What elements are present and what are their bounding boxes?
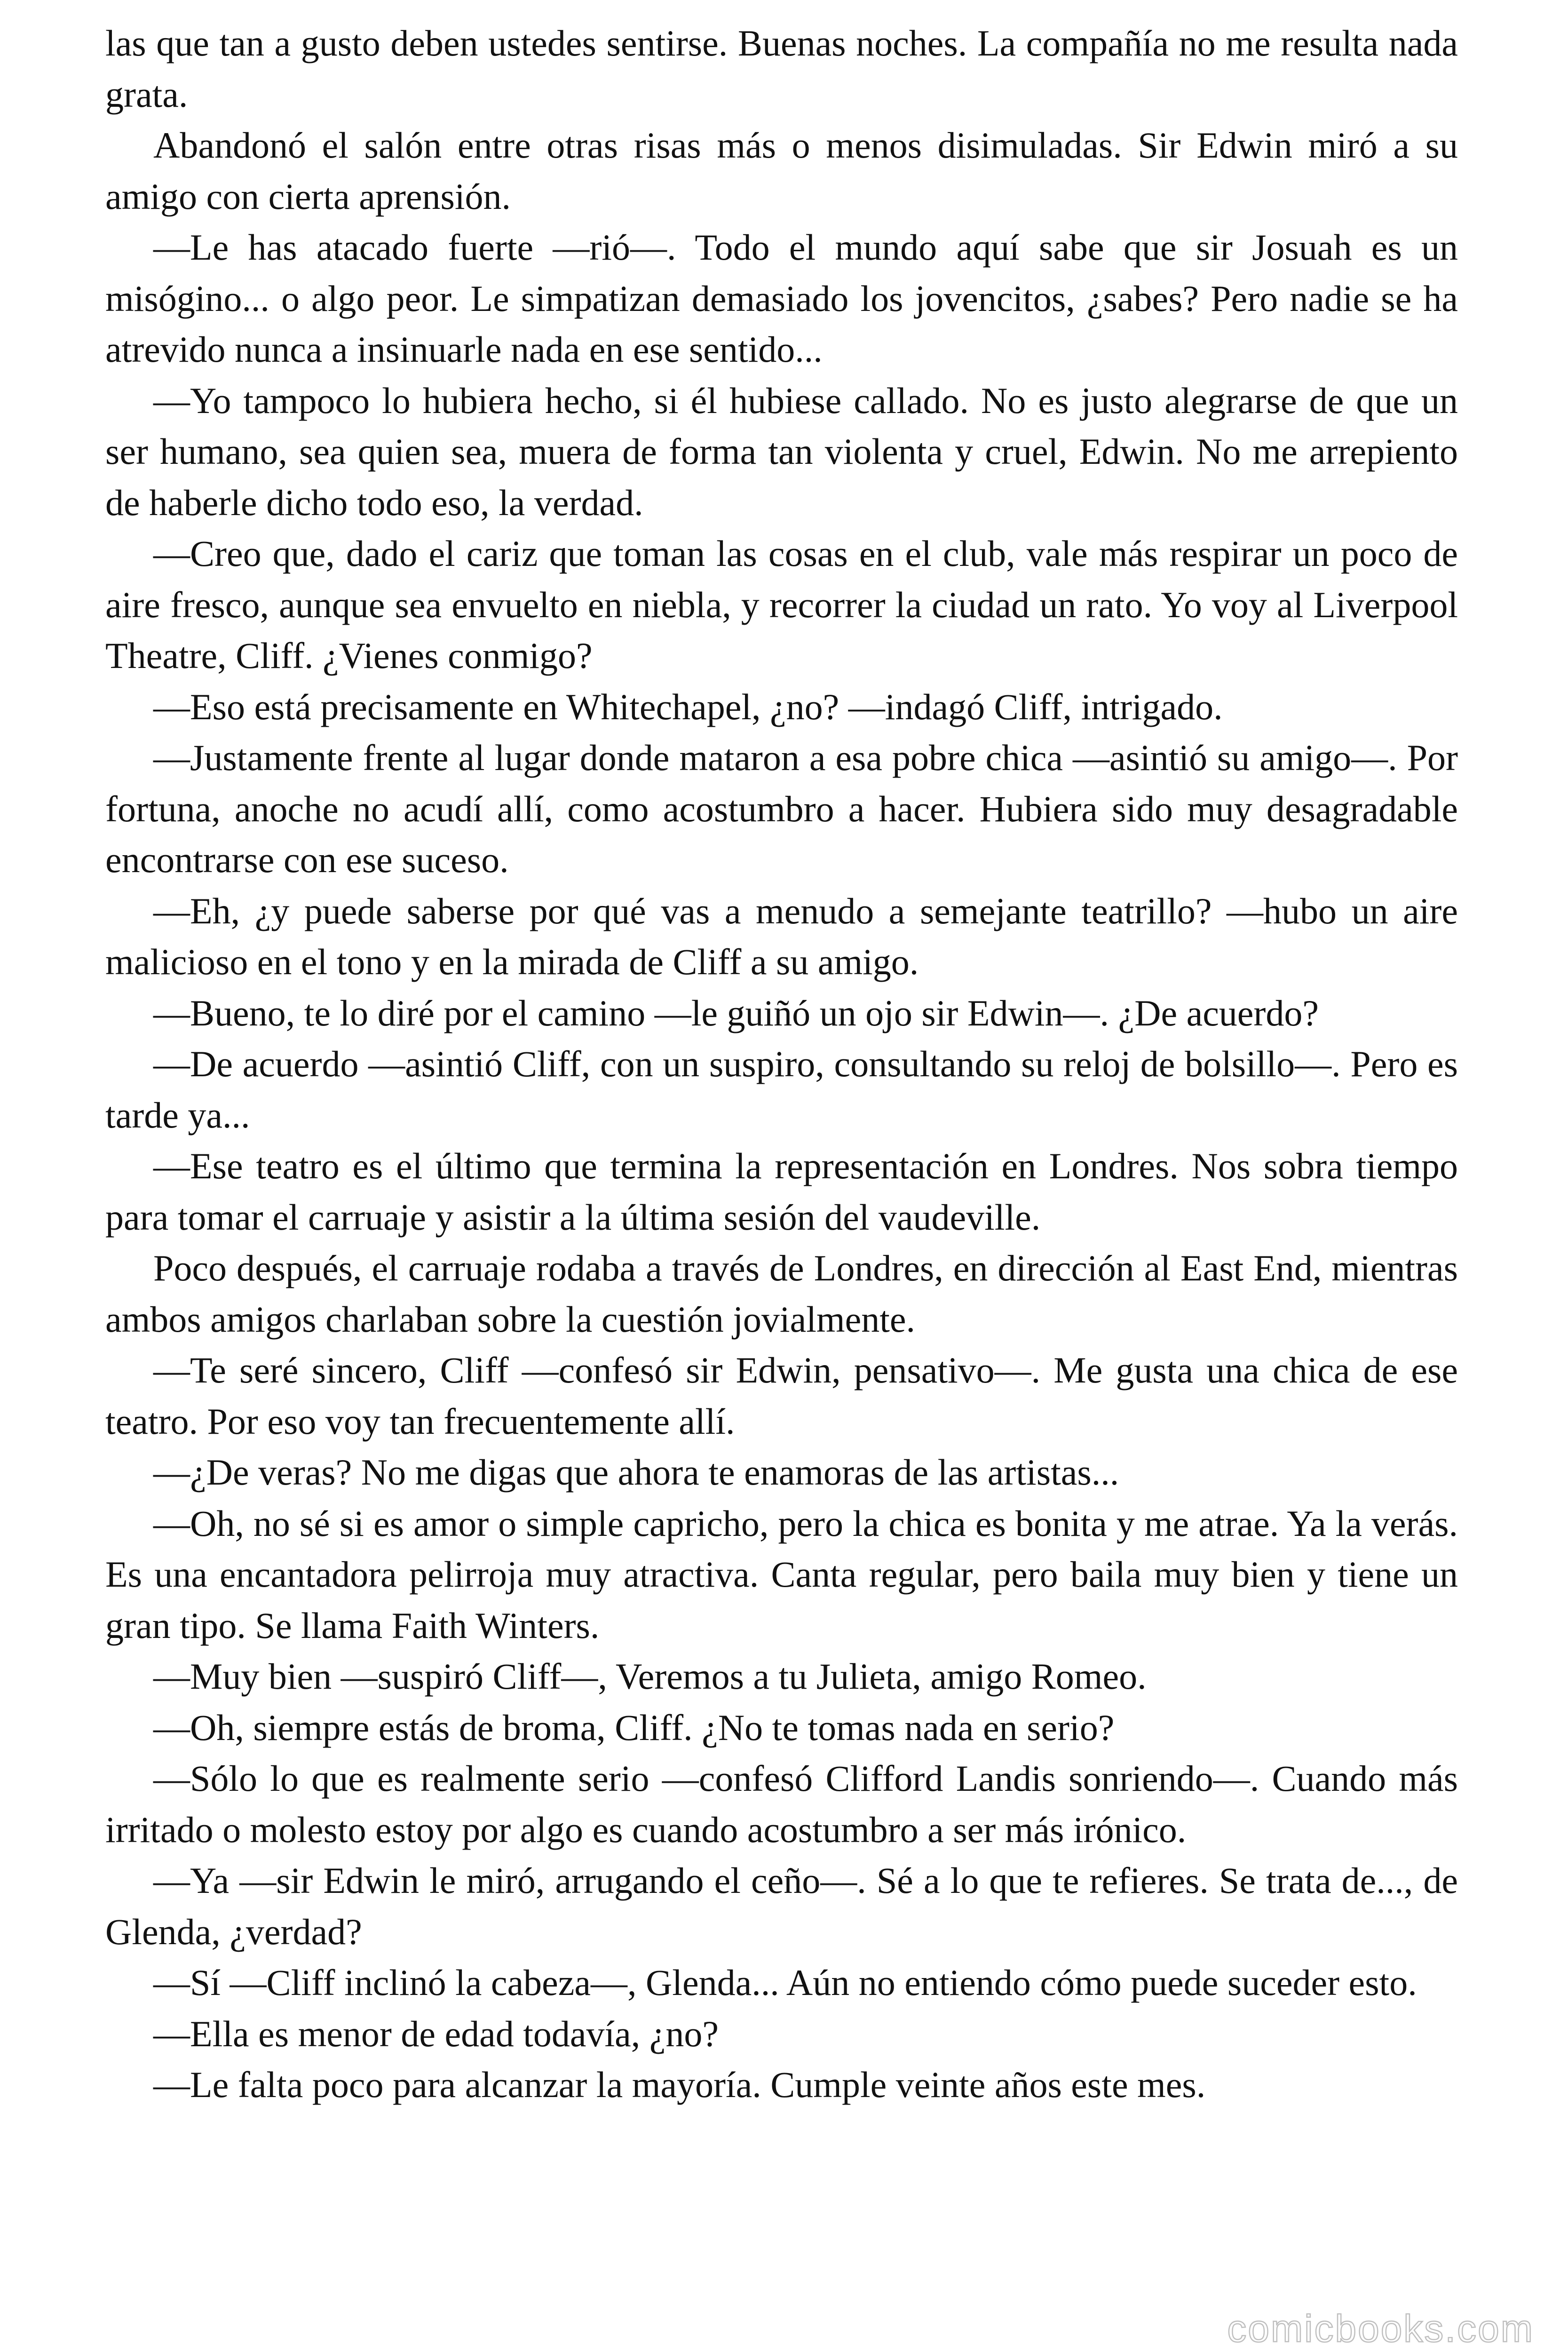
paragraph: —Yo tampoco lo hubiera hecho, si él hubiese callado. No es justo alegrarse de que un ser humano, sea quien sea, muera de forma tan violenta y cruel, Edwin. No me arrepiento de haberle dicho todo eso, la verdad. [105, 380, 1458, 523]
paragraph: —Bueno, te lo diré por el camino —le guiñó un ojo sir Edwin—. ¿De acuerdo? [153, 992, 1319, 1033]
paragraph: —Creo que, dado el cariz que toman las cosas en el club, vale más respirar un poco de aire fresco, aunque sea envuelto en niebla, y recorrer la ciudad un rato. Yo voy al Liverpool Theatre, Cliff. ¿Vienes conmigo? [105, 533, 1458, 676]
paragraph: —Oh, no sé si es amor o simple capricho, pero la chica es bonita y me atrae. Ya la verás. Es una encantadora pelirroja muy atractiva. Canta regular, pero baila muy bien y tiene un gran tipo. Se llama Faith Winters. [105, 1502, 1458, 1646]
paragraph: —Sólo lo que es realmente serio —confesó Clifford Landis sonriendo—. Cuando más irritado o molesto estoy por algo es cuando acostumbro a ser más irónico. [105, 1758, 1458, 1850]
paragraph: —Eh, ¿y puede saberse por qué vas a menudo a semejante teatrillo? —hubo un aire malicioso en el tono y en la mirada de Cliff a su amigo. [105, 890, 1458, 982]
paragraph: —Le has atacado fuerte —rió—. Todo el mundo aquí sabe que sir Josuah es un misógino... o algo peor. Le simpatizan demasiado los jovencitos, ¿sabes? Pero nadie se ha atrevido nunca a insinuarle nada en ese sentido... [105, 227, 1458, 370]
paragraph: —Muy bien —suspiró Cliff—, Veremos a tu Julieta, amigo Romeo. [153, 1656, 1147, 1697]
paragraph: —Eso está precisamente en Whitechapel, ¿no? —indagó Cliff, intrigado. [153, 686, 1223, 727]
paragraph: —Ese teatro es el último que termina la representación en Londres. Nos sobra tiempo para tomar el carruaje y asistir a la última sesión del vaudeville. [105, 1145, 1458, 1238]
paragraph: las que tan a gusto deben ustedes sentirse. Buenas noches. La compañía no me resulta nada grata. [105, 23, 1458, 115]
paragraph: —Ya —sir Edwin le miró, arrugando el ceño—. Sé a lo que te refieres. Se trata de..., de Glenda, ¿verdad? [105, 1860, 1458, 1952]
paragraph: —Ella es menor de edad todavía, ¿no? [153, 2013, 719, 2054]
page-text [105, 18, 1458, 2111]
paragraph: —Justamente frente al lugar donde mataron a esa pobre chica —asintió su amigo—. Por fortuna, anoche no acudí allí, como acostumbro a hacer. Hubiera sido muy desagradable encontrarse con ese suceso. [105, 737, 1458, 880]
paragraph: Abandonó el salón entre otras risas más o menos disimuladas. Sir Edwin miró a su amigo con cierta aprensión. [105, 125, 1458, 217]
paragraph: —Sí —Cliff inclinó la cabeza—, Glenda... Aún no entiendo cómo puede suceder esto. [153, 1962, 1417, 2003]
paragraph: —Le falta poco para alcanzar la mayoría. Cumple veinte años este mes. [153, 2064, 1206, 2105]
paragraph: —Te seré sincero, Cliff —confesó sir Edwin, pensativo—. Me gusta una chica de ese teatro. Por eso voy tan frecuentemente allí. [105, 1350, 1458, 1442]
paragraph: —¿De veras? No me digas que ahora te enamoras de las artistas... [153, 1452, 1119, 1493]
watermark: comicbooks.com [1227, 2307, 1534, 2350]
paragraph: —Oh, siempre estás de broma, Cliff. ¿No te tomas nada en serio? [153, 1707, 1115, 1748]
paragraph: —De acuerdo —asintió Cliff, con un suspiro, consultando su reloj de bolsillo—. Pero es tarde ya... [105, 1043, 1458, 1136]
paragraph: Poco después, el carruaje rodaba a través de Londres, en dirección al East End, mientras ambos amigos charlaban sobre la cuestión jovialmente. [105, 1248, 1458, 1340]
